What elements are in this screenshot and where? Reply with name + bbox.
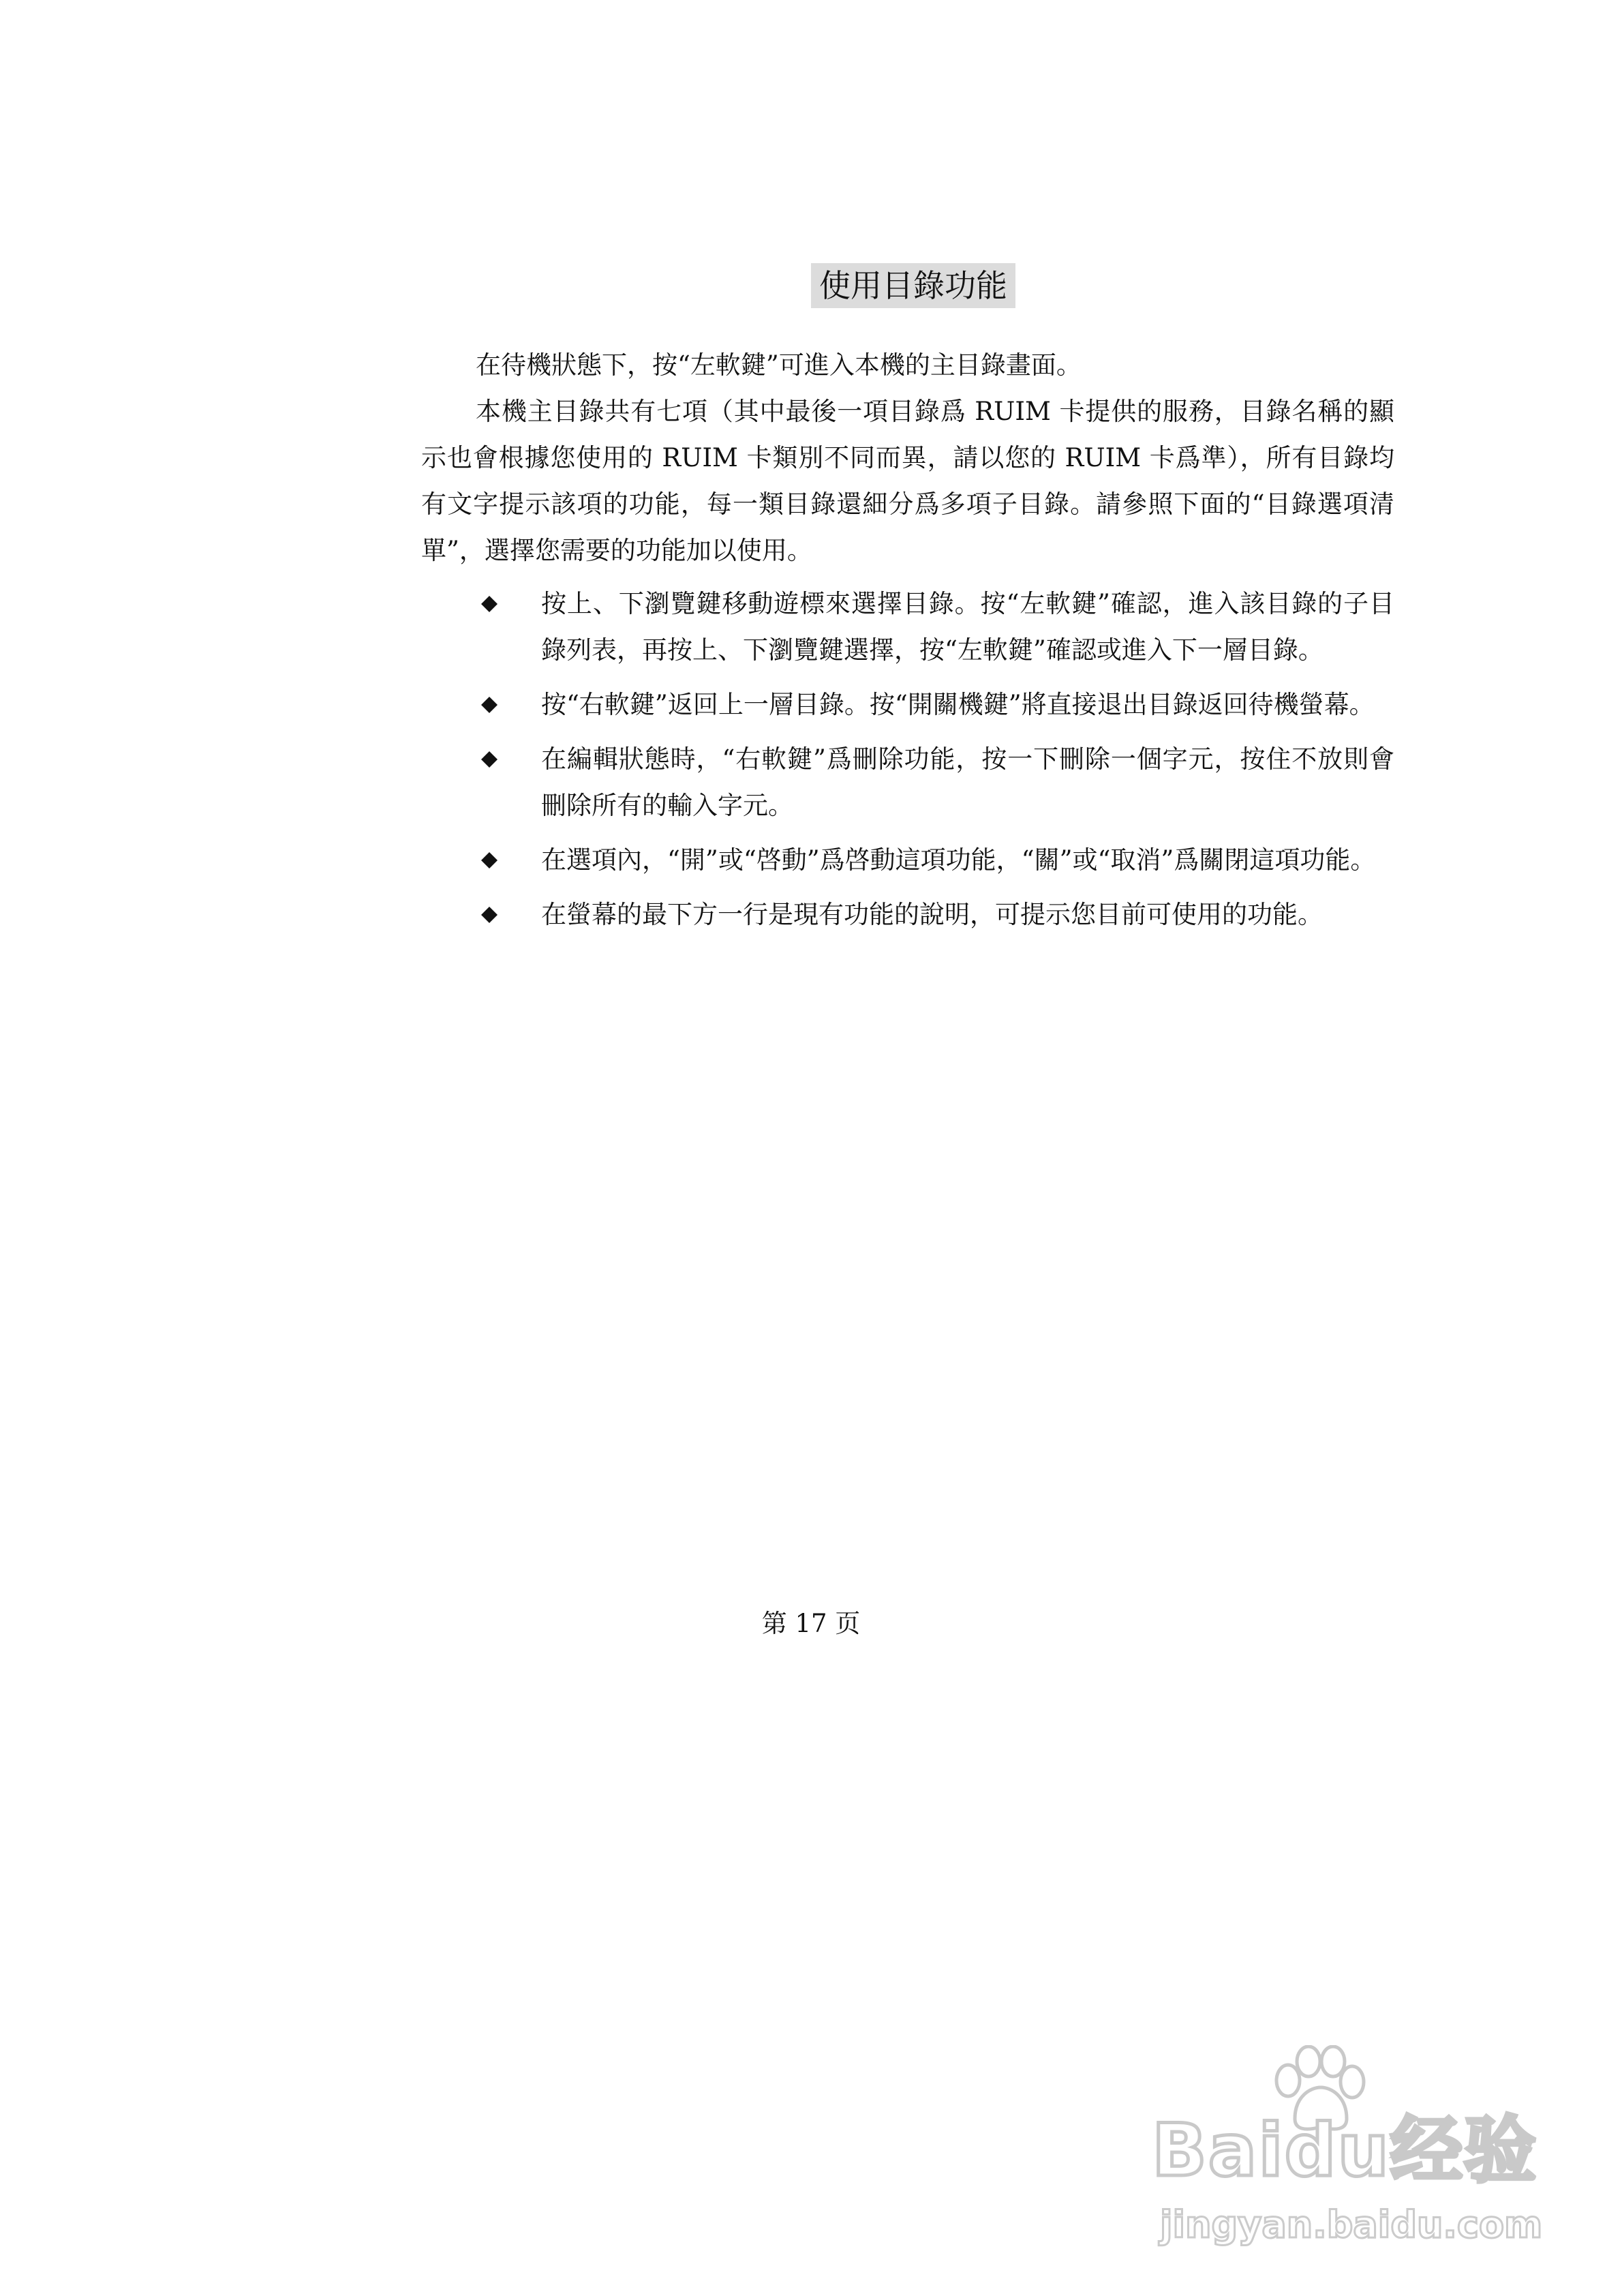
page-number: 第 17 页 <box>761 1609 861 1638</box>
list-item-text: 按上、下瀏覽鍵移動遊標來選擇目錄。按“左軟鍵”確認，進入該目錄的子目錄列表，再按上、下瀏覽鍵選擇，按“左軟鍵”確認或進入下一層目錄。 <box>541 589 1394 665</box>
list-item <box>421 581 1394 674</box>
diamond-bullet-icon <box>481 852 498 868</box>
list-item-text: 在編輯狀態時，“右軟鍵”爲刪除功能，按一下刪除一個字元，按住不放則會刪除所有的輸入字元。 <box>541 744 1394 820</box>
list-item <box>421 892 1394 938</box>
list-item-text: 在螢幕的最下方一行是現有功能的說明，可提示您目前可使用的功能。 <box>541 900 1323 929</box>
list-item-text: 按“右軟鍵”返回上一層目錄。按“開關機鍵”將直接退出目錄返回待機螢幕。 <box>541 690 1375 719</box>
list-item-text: 在選項內，“開”或“啓動”爲啓動這項功能，“關”或“取消”爲關閉這項功能。 <box>541 845 1376 875</box>
baidu-watermark <box>1152 2045 1543 2263</box>
list-item <box>421 837 1394 883</box>
body-text <box>421 342 1394 946</box>
instruction-list <box>421 581 1394 938</box>
paragraph-intro: 在待機狀態下，按“左軟鍵”可進入本機的主目錄畫面。 <box>476 350 1082 380</box>
list-item <box>421 736 1394 829</box>
watermark-logo: Baidu经验 <box>1152 2109 1537 2192</box>
diamond-bullet-icon <box>481 907 498 923</box>
watermark-url: jingyan.baidu.com <box>1160 2203 1543 2246</box>
diamond-bullet-icon <box>481 697 498 713</box>
list-item <box>421 682 1394 728</box>
paragraph-menu-overview: 本機主目錄共有七項（其中最後一項目錄爲 RUIM 卡提供的服務，目錄名稱的顯示也會根據您使用的 RUIM 卡類別不同而異，請以您的 RUIM 卡爲準），所有目錄均有文字提示該項的功能，每一類目錄還細分爲多項子目錄。請參照下面的“目錄選項清單”，選擇您需要的功能加以使用。 <box>421 397 1394 565</box>
page-title: 使用目錄功能 <box>811 263 1015 308</box>
diamond-bullet-icon <box>481 596 498 612</box>
diamond-bullet-icon <box>481 751 498 768</box>
